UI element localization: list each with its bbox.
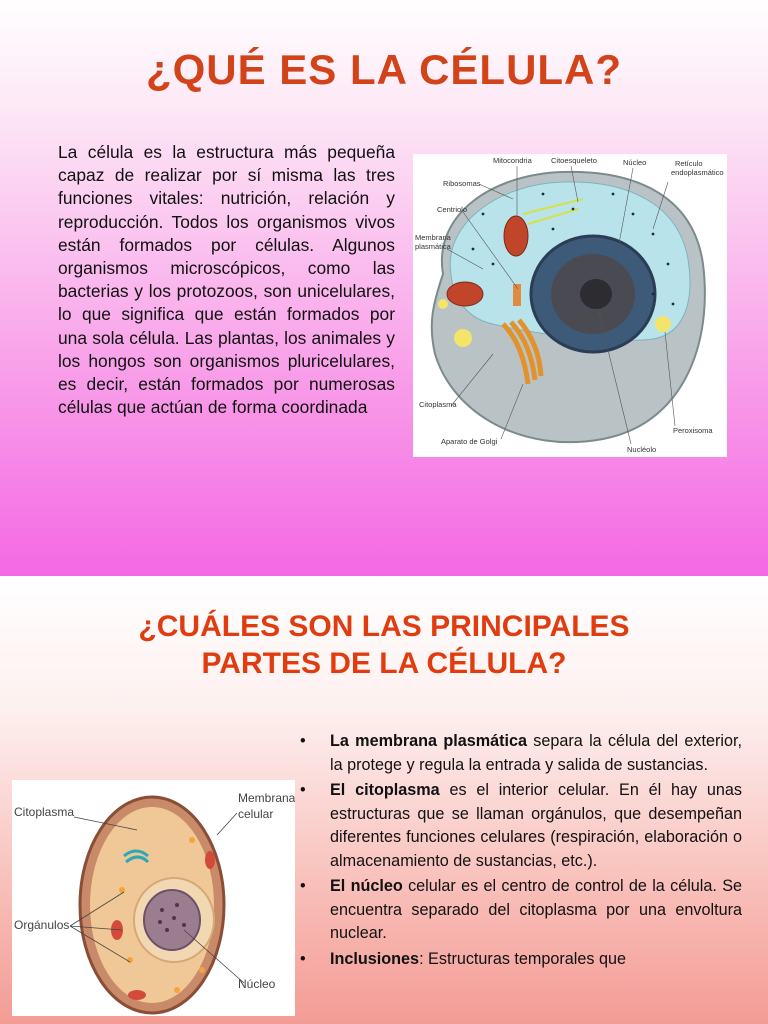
- label-organulos: Orgánulos: [14, 918, 70, 932]
- cell-parts-diagram: [12, 780, 295, 1016]
- term-membrana: La membrana plasmática: [330, 732, 528, 750]
- bullet-marker: •: [300, 877, 306, 895]
- label-citoplasma: Citoplasma: [14, 805, 75, 819]
- slide-2-title: [0, 608, 768, 682]
- bullet-marker: •: [300, 781, 306, 799]
- label-membrana-2: celular: [238, 807, 274, 821]
- desc-inclusiones: : Estructuras temporales que: [419, 949, 626, 968]
- list-item-inclusiones: [300, 948, 742, 972]
- label-membrana-1: Membrana: [238, 791, 295, 805]
- slide-2-title-line-2: PARTES DE LA CÉLULA?: [201, 647, 567, 680]
- intro-paragraph: La célula es la estructura más pequeña capaz de realizar por sí misma las tres funciones vitales: nutrición, relación y reproducción. Todos los organismos vivos están formados por células. Algunos organismos microscópicos, como las bacterias y los protozoos, son unicelulares, lo que significa que están formados por una sola célula. Las plantas, los animales y los hongos son organismos pluricelulares, es decir, están formados por numerosas células que actúan de forma coordinada: [58, 142, 395, 418]
- term-nucleo: El núcleo: [330, 877, 403, 895]
- animal-cell-diagram: [413, 154, 727, 457]
- label-reticulo-1: Retículo: [675, 159, 703, 168]
- label-membrana-2: plasmática: [415, 242, 451, 251]
- label-peroxisoma: Peroxisoma: [673, 426, 713, 435]
- label-nucleo: Núcleo: [238, 977, 276, 991]
- nucleolus-shape: [580, 279, 612, 309]
- slide-2-title-line-1: ¿CUÁLES SON LAS PRINCIPALES: [138, 610, 630, 643]
- slide-1-title: ¿QUÉ ES LA CÉLULA?: [145, 46, 623, 93]
- mitochondrion-shape: [504, 216, 528, 256]
- cell-parts-list: [300, 730, 742, 973]
- desc-membrana: separa la célula del exterior, la protege y regula la entrada y salida de sustancias.: [330, 732, 743, 774]
- list-item-membrana: [300, 730, 742, 777]
- label-aparato-golgi: Aparato de Golgi: [441, 437, 498, 446]
- label-citoplasma: Citoplasma: [419, 400, 457, 409]
- label-membrana-1: Membrana: [415, 233, 451, 242]
- term-inclusiones: Inclusiones: [330, 949, 420, 968]
- bullet-marker: •: [300, 949, 306, 968]
- term-citoplasma: El citoplasma: [330, 781, 440, 799]
- desc-nucleo: celular es el centro de control de la célula. Se encuentra separado del citoplasma por una envoltura nuclear.: [330, 877, 742, 942]
- label-ribosomas: Ribosomas: [443, 179, 481, 188]
- nucleus-shape: [144, 890, 200, 950]
- label-nucleolo: Nucléolo: [627, 445, 657, 454]
- mitochondrion-shape: [447, 282, 483, 306]
- label-centriolo: Centriolo: [437, 205, 468, 214]
- list-item-nucleo: [300, 875, 742, 946]
- label-mitocondria: Mitocondria: [493, 156, 532, 165]
- desc-citoplasma: es el interior celular. En él hay unas estructuras que se llaman orgánulos, que desempeñan diferentes funciones celulares (respiración, elaboración o almacenamiento de sustancias, etc.).: [330, 781, 743, 870]
- label-reticulo-2: endoplasmático: [671, 168, 724, 177]
- bullet-marker: •: [300, 732, 306, 750]
- label-citoesqueleto: Citoesqueleto: [551, 156, 597, 165]
- label-nucleo: Núcleo: [623, 158, 647, 167]
- list-item-citoplasma: [300, 779, 742, 873]
